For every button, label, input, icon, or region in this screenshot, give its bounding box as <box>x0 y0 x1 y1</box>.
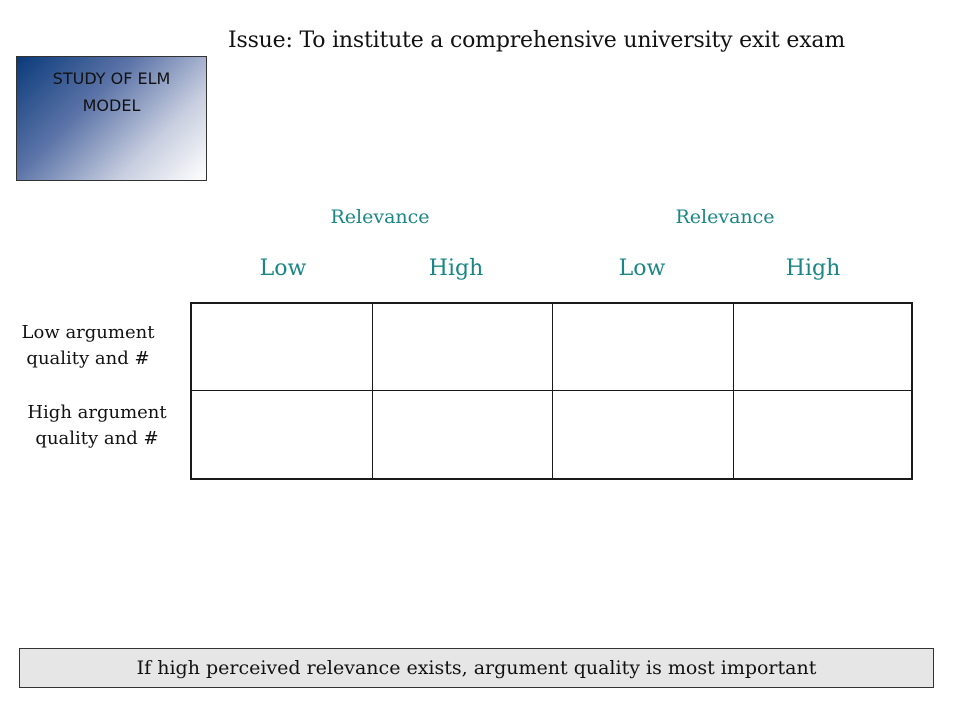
matrix-cell <box>553 304 734 391</box>
row-label-line: High argument <box>27 402 167 423</box>
column-level-low-2: Low <box>618 256 666 281</box>
logo-line-2: MODEL <box>82 96 141 115</box>
row-label-low-argument <box>0 320 176 372</box>
row-label-line: quality and # <box>35 428 159 449</box>
study-logo-box <box>16 56 207 181</box>
matrix-cell <box>373 304 553 391</box>
matrix-cell <box>734 304 911 391</box>
column-group-label-1: Relevance <box>330 206 430 228</box>
matrix-cell <box>192 391 373 478</box>
column-group-label-2: Relevance <box>675 206 775 228</box>
matrix-cell <box>192 304 373 391</box>
conclusion-banner <box>19 648 934 688</box>
matrix-cell <box>734 391 911 478</box>
logo-text <box>17 65 206 119</box>
issue-title: Issue: To institute a comprehensive university exit exam <box>228 28 846 53</box>
row-label-line: Low argument <box>21 322 155 343</box>
conclusion-text: If high perceived relevance exists, argument quality is most important <box>136 657 817 679</box>
column-level-high-1: High <box>428 256 484 281</box>
row-label-line: quality and # <box>26 348 150 369</box>
row-label-high-argument <box>12 400 182 452</box>
column-level-high-2: High <box>785 256 841 281</box>
matrix-cell <box>553 391 734 478</box>
elm-matrix-table <box>190 302 913 480</box>
matrix-cell <box>373 391 553 478</box>
logo-line-1: STUDY OF ELM <box>52 69 171 88</box>
column-level-low-1: Low <box>259 256 307 281</box>
